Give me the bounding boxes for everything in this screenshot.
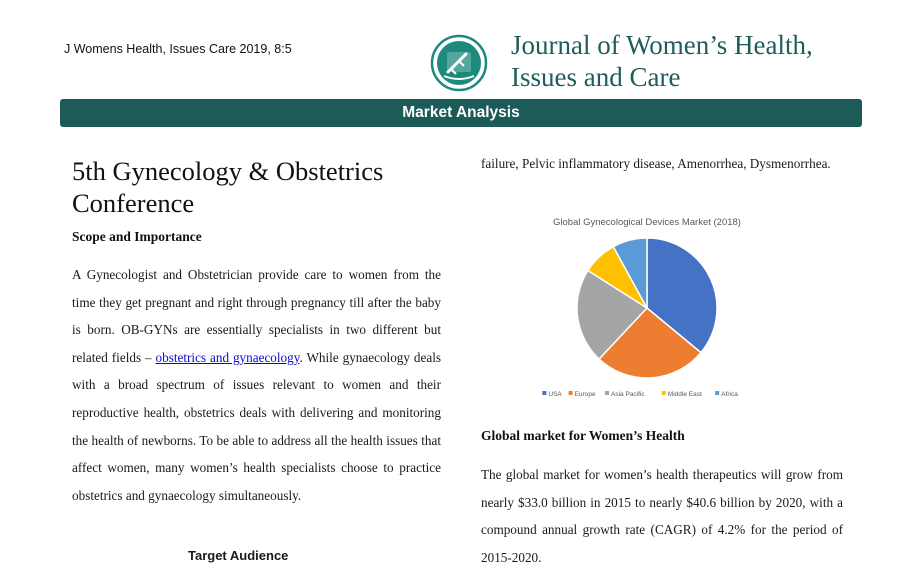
scope-text-end: . While gynaecology deals with a broad spectrum of issues relevant to women and their reproductive health, obstetrics deals with delivering and monitoring the health of newborns. To be able to address all the health issues that affect women, many women’s health specialists choose to practice obstetrics and gynaecology simultaneously. [72, 349, 442, 503]
legend-swatch [569, 391, 573, 395]
section-banner: Market Analysis [60, 99, 862, 127]
legend-label: USA [548, 391, 562, 398]
legend-swatch [715, 391, 719, 395]
scope-text-start: A Gynecologist and Obstetrician provide care to women from the time they get pregnant and right through pregnancy till after the baby is born. OB-GYNs are essentially specialists in two different but related fields – [72, 267, 441, 365]
obstetrics-gynaecology-link[interactable]: obstetrics and gynaecology [155, 349, 300, 365]
journal-citation: J Womens Health, Issues Care 2019, 8:5 [64, 42, 292, 56]
legend-swatch [542, 391, 546, 395]
legend-label: Europe [574, 391, 596, 398]
legend-label: Middle East [667, 391, 702, 398]
journal-title-line2: Issues and Care [511, 62, 681, 92]
market-heading: Global market for Women’s Health [481, 428, 685, 443]
journal-logo-icon [430, 34, 488, 92]
legend-label: Asia Pacific [611, 391, 645, 398]
article-title: 5th Gynecology & Obstetrics Conference [72, 156, 384, 218]
chart-title: Global Gynecological Devices Market (2018) [553, 217, 741, 228]
devices-market-pie-chart [481, 208, 811, 403]
continued-paragraph: failure, Pelvic inflammatory disease, Amenorrhea, Dysmenorrhea. [481, 156, 831, 171]
scope-paragraph [72, 261, 441, 509]
legend-label: Africa [721, 391, 738, 398]
target-audience-heading: Target Audience [188, 548, 289, 563]
journal-title [511, 29, 813, 93]
legend-swatch [662, 391, 666, 395]
legend-swatch [605, 391, 609, 395]
journal-title-line1: Journal of Women’s Health, [511, 30, 813, 60]
scope-heading: Scope and Importance [72, 229, 202, 244]
market-paragraph: The global market for women’s health therapeutics will grow from nearly $33.0 billion in 2015 to nearly $40.6 billion by 2020, with a compound annual growth rate (CAGR) of 4.2% for the period of 2015-2020. [481, 467, 843, 565]
